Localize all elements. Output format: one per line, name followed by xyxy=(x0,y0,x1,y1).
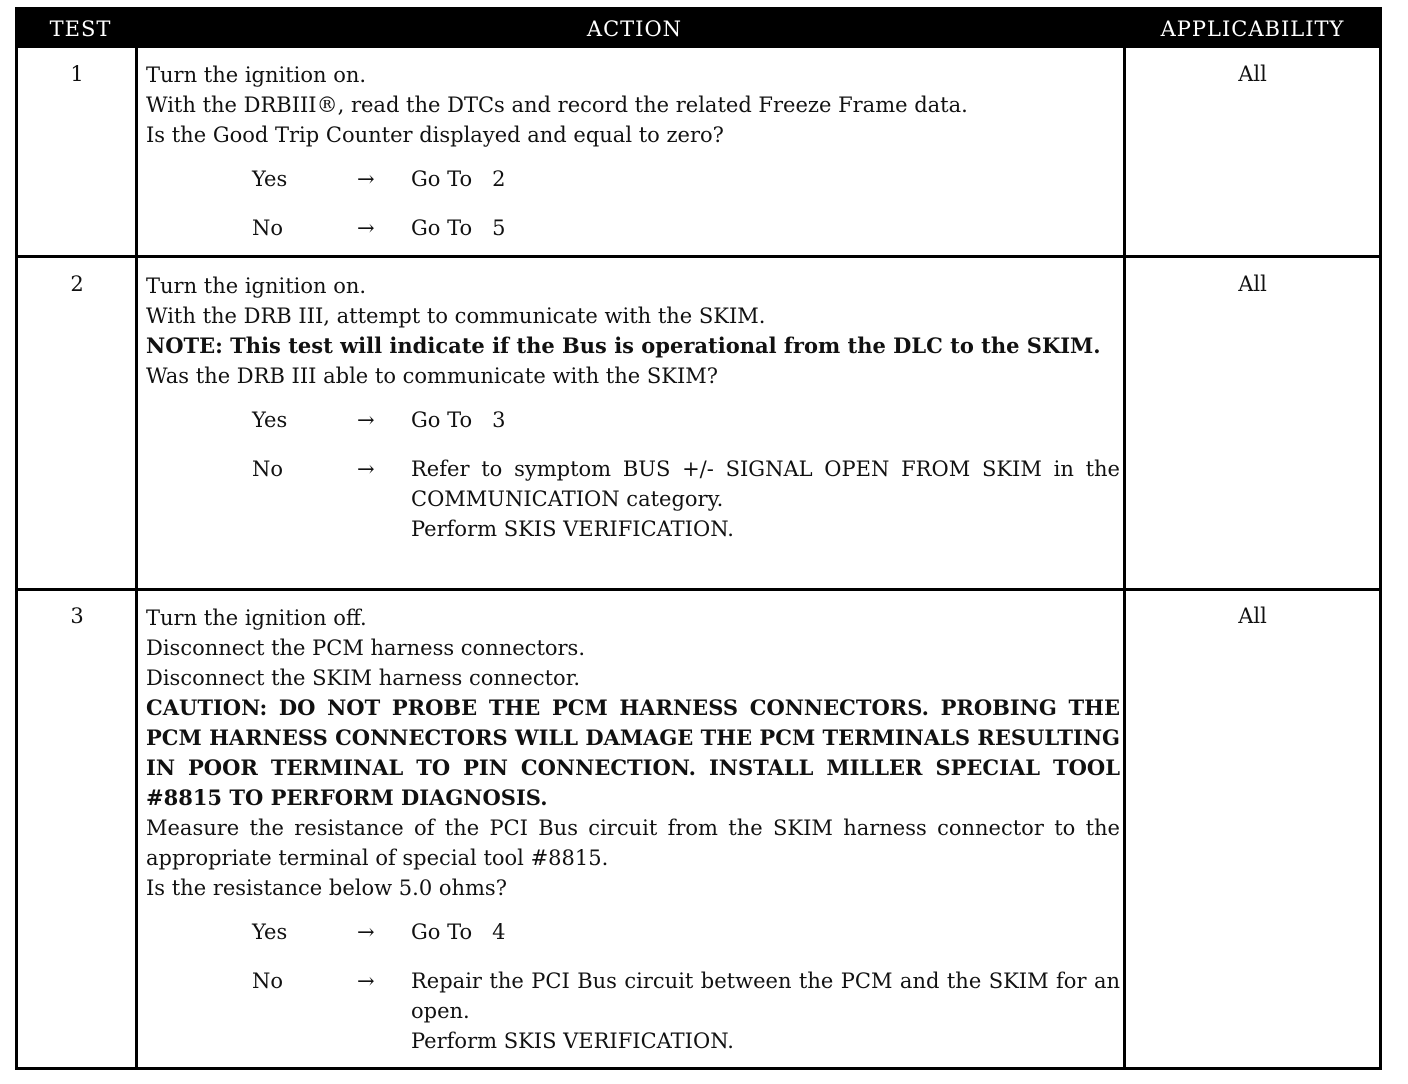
yes-branch xyxy=(146,405,1120,435)
column-divider xyxy=(135,48,138,1070)
test-number: 3 xyxy=(70,604,84,628)
header-applicability: APPLICABILITY xyxy=(1160,17,1345,41)
instruction-line: Turn the ignition off. xyxy=(146,606,367,630)
arrow-icon: → xyxy=(357,167,375,191)
no-result-text: Repair the PCI Bus circuit between the PCM and the SKIM for an open. xyxy=(411,969,1120,1023)
test-1-action xyxy=(146,60,1120,243)
no-result xyxy=(411,454,1120,544)
instruction-line: Disconnect the PCM harness connectors. xyxy=(146,636,586,660)
no-branch xyxy=(146,213,1120,243)
no-result xyxy=(411,966,1120,1056)
applicability-value: All xyxy=(1238,62,1267,86)
arrow-icon: → xyxy=(357,920,375,944)
question-line: Is the Good Trip Counter displayed and equal to zero? xyxy=(146,123,724,147)
test-3-action xyxy=(146,603,1120,1056)
arrow-icon: → xyxy=(357,969,375,993)
verification-text: Perform SKIS VERIFICATION. xyxy=(411,1029,734,1053)
instruction-line: Disconnect the SKIM harness connector. xyxy=(146,666,581,690)
no-branch xyxy=(146,966,1120,1056)
table-header xyxy=(18,10,1379,48)
instruction-line: With the DRBIII®, read the DTCs and record the related Freeze Frame data. xyxy=(146,93,968,117)
applicability-value: All xyxy=(1238,604,1267,628)
applicability-value: All xyxy=(1238,272,1267,296)
instruction-line: Turn the ignition on. xyxy=(146,274,367,298)
yes-label: Yes xyxy=(252,920,288,944)
instruction-line: With the DRB III, attempt to communicate with the SKIM. xyxy=(146,304,766,328)
arrow-icon: → xyxy=(357,216,375,240)
test-number: 2 xyxy=(70,272,84,296)
no-result-text: Refer to symptom BUS +/- SIGNAL OPEN FROM SKIM in the COMMUNICATION category. xyxy=(411,457,1120,511)
yes-label: Yes xyxy=(252,167,288,191)
question-line: Is the resistance below 5.0 ohms? xyxy=(146,876,507,900)
row-divider xyxy=(18,588,1379,591)
measure-text: Measure the resistance of the PCI Bus circuit from the SKIM harness connector to the appropriate terminal of special tool #8815. xyxy=(146,816,1120,870)
caution-text: CAUTION: DO NOT PROBE THE PCM HARNESS CONNECTORS. PROBING THE PCM HARNESS CONNECTORS WILL DAMAGE THE PCM TERMINALS RESULTING IN POOR TERMINAL TO PIN CONNECTION. INSTALL MILLER SPECIAL TOOL #8815 TO PERFORM DIAGNOSIS. xyxy=(146,695,1120,810)
no-result: Go To 5 xyxy=(411,216,506,240)
question-line: Was the DRB III able to communicate with the SKIM? xyxy=(146,364,719,388)
header-action: ACTION xyxy=(586,17,683,41)
diagnostic-table xyxy=(15,7,1382,1070)
column-divider xyxy=(1123,48,1126,1070)
arrow-icon: → xyxy=(357,408,375,432)
no-label: No xyxy=(252,216,284,240)
yes-label: Yes xyxy=(252,408,288,432)
verification-text: Perform SKIS VERIFICATION. xyxy=(411,517,734,541)
yes-result: Go To 2 xyxy=(411,167,506,191)
arrow-icon: → xyxy=(357,457,375,481)
yes-result: Go To 3 xyxy=(411,408,506,432)
row-divider xyxy=(18,255,1379,258)
yes-result: Go To 4 xyxy=(411,920,506,944)
instruction-line: Turn the ignition on. xyxy=(146,63,367,87)
test-number: 1 xyxy=(70,62,84,86)
no-branch xyxy=(146,454,1120,544)
header-test: TEST xyxy=(49,17,112,41)
no-label: No xyxy=(252,457,284,481)
test-2-action xyxy=(146,271,1120,544)
no-label: No xyxy=(252,969,284,993)
yes-branch xyxy=(146,917,1120,947)
note-text: NOTE: This test will indicate if the Bus is operational from the DLC to the SKIM. xyxy=(146,333,1101,358)
yes-branch xyxy=(146,164,1120,194)
